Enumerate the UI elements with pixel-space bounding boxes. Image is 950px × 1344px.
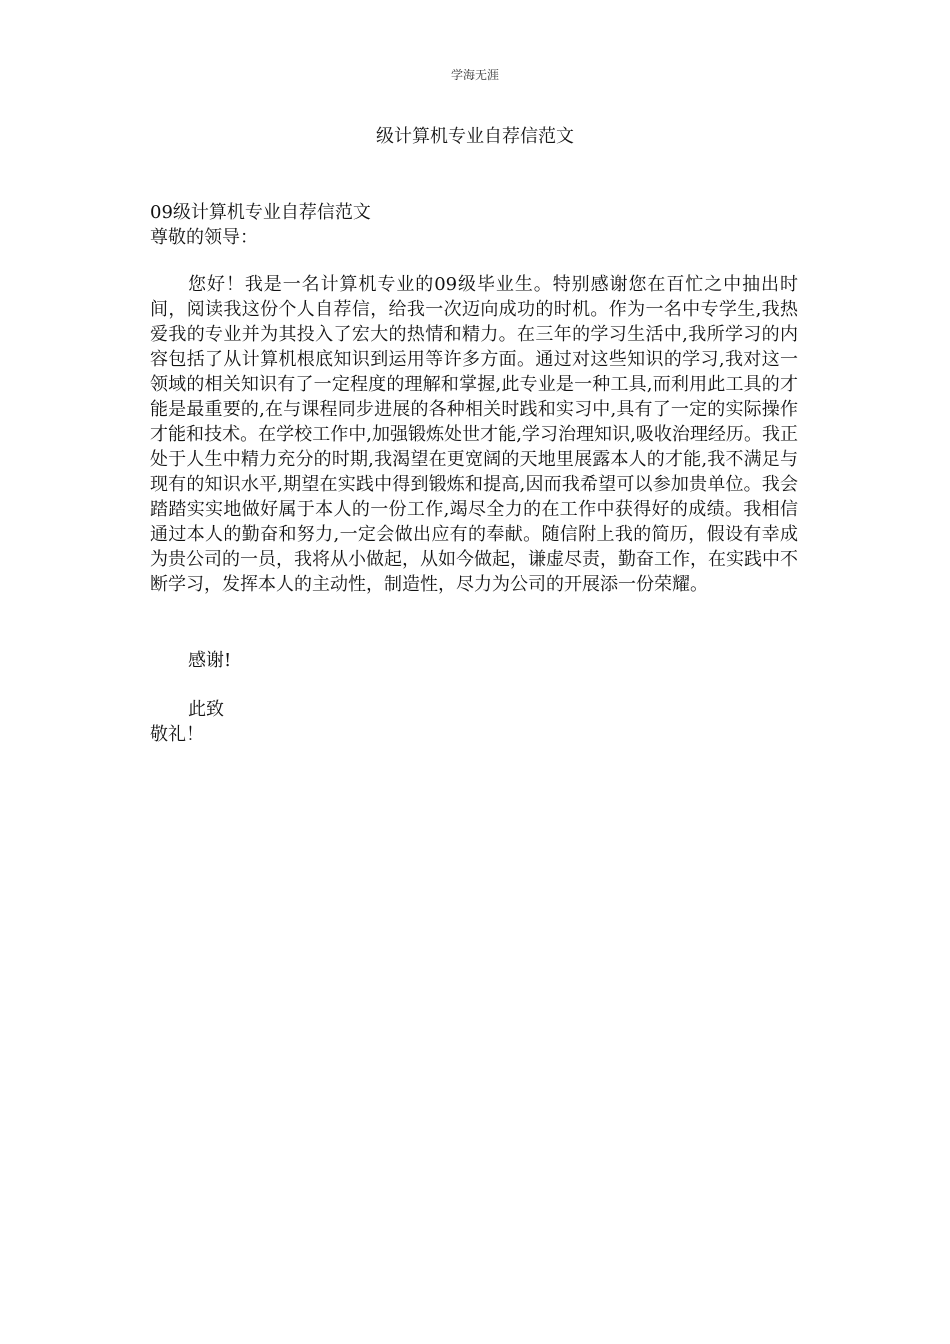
document-subtitle: 09级计算机专业自荐信范文 — [150, 202, 371, 223]
salutation: 尊敬的领导： — [150, 227, 258, 248]
regards-line: 敬礼！ — [150, 724, 204, 745]
page-header: 学海无涯 — [450, 68, 499, 82]
closing-line: 此致 — [188, 699, 224, 720]
thanks-line: 感谢! — [188, 650, 232, 671]
body-paragraph: 您好！我是一名计算机专业的09级毕业生。特别感谢您在百忙之中抽出时间，阅读我这份个人自荐信，给我一次迈向成功的时机。作为一名中专学生,我热爱我的专业并为其投入了宏大的热情和精力。在三年的学习生活中,我所学习的内容包括了从计算机根底知识到运用等许多方面。通过对这些知识的学习,我对这一领域的相关知识有了一定程度的理解和掌握,此专业是一种工具,而利用此工具的才能是最重要的,在与课程同步进展的各种相关时践和实习中,具有了一定的实际操作才能和技术。在学校工作中,加强锻炼处世才能,学习治理知识,吸收治理经历。我正处于人生中精力充分的时期,我渴望在更宽阔的天地里展露本人的才能,我不满足与现有的知识水平,期望在实践中得到锻炼和提高,因而我希望可以参加贵单位。我会踏踏实实地做好属于本人的一份工作,竭尽全力的在工作中获得好的成绩。我相信通过本人的勤奋和努力,一定会做出应有的奉献。随信附上我的简历，假设有幸成为贵公司的一员，我将从小做起，从如今做起，谦虚尽责，勤奋工作，在实践中不断学习，发挥本人的主动性，制造性，尽力为公司的开展添一份荣耀。 — [150, 274, 798, 595]
document-title: 级计算机专业自荐信范文 — [376, 126, 574, 147]
